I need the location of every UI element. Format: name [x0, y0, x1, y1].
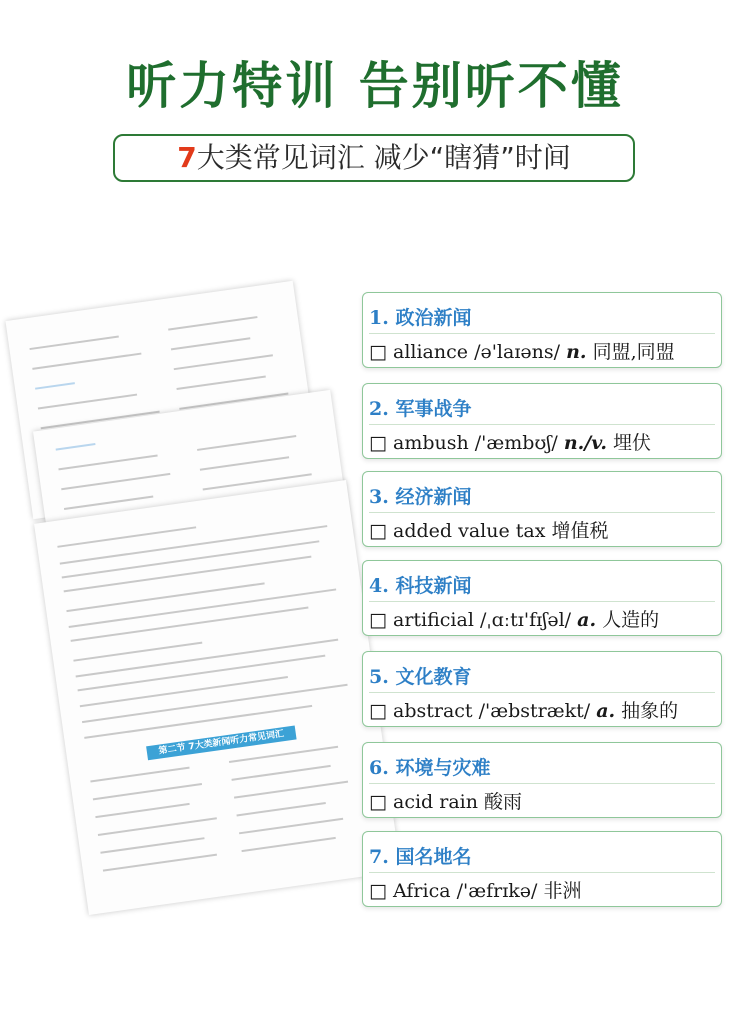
entry-phonetic: /'æbstrækt/ [478, 700, 591, 722]
category-name: 经济新闻 [395, 486, 472, 508]
subtitle-box [113, 134, 635, 182]
book-page-3 [34, 480, 401, 915]
category-index: 2. [369, 398, 389, 420]
subtitle-text: 大类常见词汇 减少“瞎猜”时间 [196, 141, 571, 174]
category-name: 国名地名 [395, 846, 472, 868]
entry-phonetic: /'æfrɪkə/ [456, 880, 538, 902]
category-name: 政治新闻 [395, 307, 472, 329]
checkbox-icon: □ [369, 700, 387, 722]
card-divider [369, 424, 715, 425]
entry-phonetic: /ˌɑːtɪ'fɪʃəl/ [479, 609, 572, 631]
entry-pos: a. [577, 609, 597, 631]
category-name: 军事战争 [395, 398, 472, 420]
entry-word: ambush [393, 432, 469, 454]
entry-meaning: 酸雨 [484, 791, 523, 813]
card-divider [369, 512, 715, 513]
entry-meaning: 抽象的 [621, 700, 679, 722]
category-name: 环境与灾难 [395, 757, 491, 779]
entry-pos: a. [596, 700, 616, 722]
category-card [362, 560, 722, 636]
entry-meaning: 同盟,同盟 [592, 341, 675, 363]
card-divider [369, 872, 715, 873]
category-card [362, 742, 722, 818]
entry-word: artificial [393, 609, 474, 631]
category-card [362, 471, 722, 547]
checkbox-icon: □ [369, 609, 387, 631]
checkbox-icon: □ [369, 520, 387, 542]
entry-meaning: 埋伏 [613, 432, 652, 454]
entry-word: alliance [393, 341, 469, 363]
category-index: 4. [369, 575, 389, 597]
book-section-title: 第二节 7大类新闻听力常见词汇 [158, 729, 285, 757]
headline: 听力特训 告别听不懂 [126, 57, 624, 115]
category-card [362, 383, 722, 459]
category-index: 7. [369, 846, 389, 868]
card-divider [369, 333, 715, 334]
subtitle-number: 7 [177, 141, 197, 174]
category-index: 1. [369, 307, 389, 329]
checkbox-icon: □ [369, 791, 387, 813]
card-divider [369, 692, 715, 693]
entry-phonetic: /ə'laɪəns/ [474, 341, 561, 363]
card-divider [369, 783, 715, 784]
entry-pos: n. [566, 341, 587, 363]
entry-meaning: 非洲 [543, 880, 582, 902]
checkbox-icon: □ [369, 880, 387, 902]
category-name: 科技新闻 [395, 575, 472, 597]
entry-pos: n./v. [563, 432, 607, 454]
entry-word: Africa [393, 880, 451, 902]
category-index: 3. [369, 486, 389, 508]
category-card [362, 292, 722, 368]
category-card [362, 651, 722, 727]
entry-word: added value tax [393, 520, 546, 542]
card-divider [369, 601, 715, 602]
entry-word: abstract [393, 700, 473, 722]
checkbox-icon: □ [369, 341, 387, 363]
entry-meaning: 人造的 [602, 609, 660, 631]
entry-meaning: 增值税 [551, 520, 609, 542]
category-name: 文化教育 [395, 666, 472, 688]
category-index: 6. [369, 757, 389, 779]
category-index: 5. [369, 666, 389, 688]
entry-word: acid rain [393, 791, 478, 813]
category-card [362, 831, 722, 907]
checkbox-icon: □ [369, 432, 387, 454]
entry-phonetic: /'æmbʊʃ/ [474, 432, 558, 454]
